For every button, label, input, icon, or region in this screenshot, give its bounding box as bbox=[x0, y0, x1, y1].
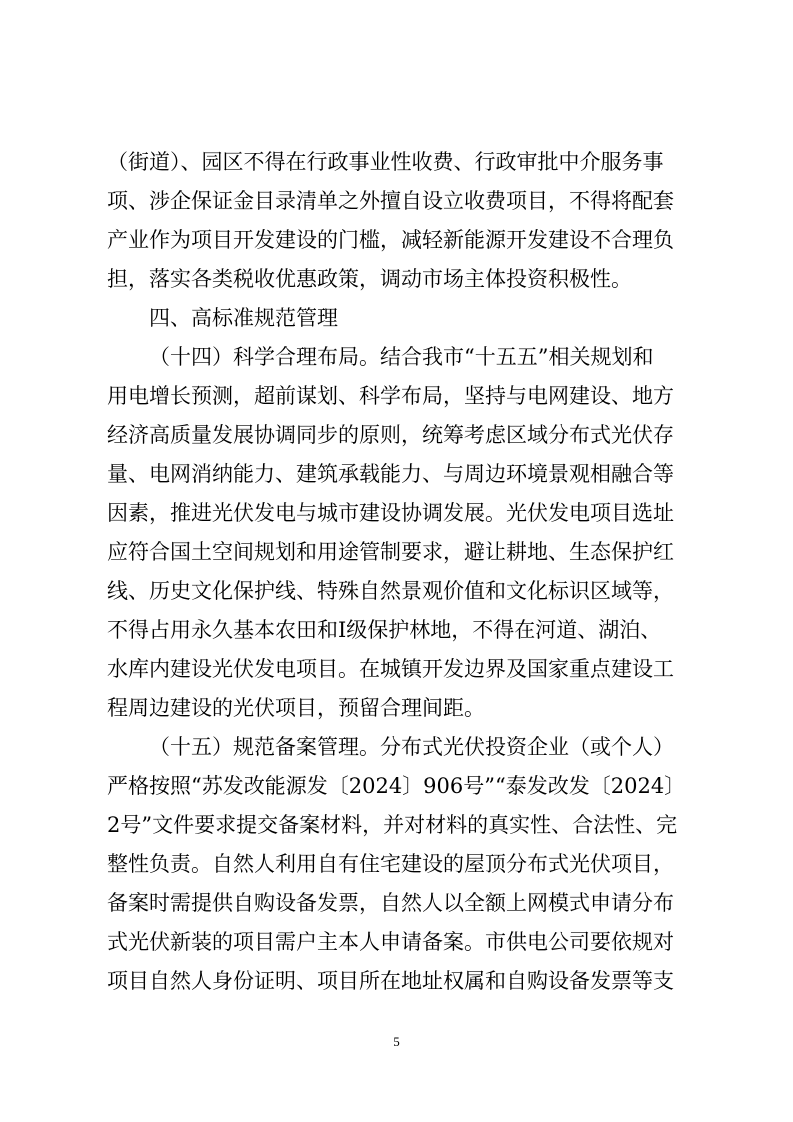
text-line: 程周边建设的光伏项目，预留合理间距。 bbox=[107, 696, 485, 720]
text-line: 备案时需提供自购设备发票，自然人以全额上网模式申请分布 bbox=[107, 891, 674, 915]
page-number: 5 bbox=[393, 1034, 400, 1049]
text-line: 担，落实各类税收优惠政策，调动市场主体投资积极性。 bbox=[107, 267, 632, 291]
text-line: 式光伏新装的项目需户主本人申请备案。市供电公司要依规对 bbox=[107, 930, 674, 954]
text-line: 线、历史文化保护线、特殊自然景观价值和文化标识区域等， bbox=[107, 579, 674, 603]
text-line: 产业作为项目开发建设的门槛，减轻新能源开发建设不合理负 bbox=[107, 228, 674, 252]
paragraph-start-line: （十四）科学合理布局。结合我市“十五五”相关规划和 bbox=[149, 345, 654, 369]
section-heading: 四、高标准规范管理 bbox=[149, 306, 338, 330]
text-line: 项目自然人身份证明、项目所在地址权属和自购设备发票等支 bbox=[107, 969, 674, 993]
text-line: 严格按照“苏发改能源发〔2024〕906号”“泰发改发〔2024〕 bbox=[107, 774, 686, 798]
text-line: 不得占用永久基本农田和Ⅰ级保护林地，不得在河道、湖泊、 bbox=[107, 618, 662, 642]
text-line: 经济高质量发展协调同步的原则，统筹考虑区域分布式光伏存 bbox=[107, 423, 674, 447]
text-line: 用电增长预测，超前谋划、科学布局，坚持与电网建设、地方 bbox=[107, 384, 674, 408]
text-line: 2号”文件要求提交备案材料，并对材料的真实性、合法性、完 bbox=[107, 813, 678, 837]
text-line: （街道）、园区不得在行政事业性收费、行政审批中介服务事 bbox=[107, 150, 664, 174]
text-line: 量、电网消纳能力、建筑承载能力、与周边环境景观相融合等 bbox=[107, 462, 674, 486]
document-body bbox=[107, 143, 689, 1001]
text-line: 应符合国土空间规划和用途管制要求，避让耕地、生态保护红 bbox=[107, 540, 674, 564]
text-line: 因素，推进光伏发电与城市建设协调发展。光伏发电项目选址 bbox=[107, 501, 674, 525]
text-line: 水库内建设光伏发电项目。在城镇开发边界及国家重点建设工 bbox=[107, 657, 674, 681]
text-line: 整性负责。自然人利用自有住宅建设的屋顶分布式光伏项目， bbox=[107, 852, 674, 876]
text-line: 项、涉企保证金目录清单之外擅自设立收费项目，不得将配套 bbox=[107, 189, 674, 213]
paragraph-start-line: （十五）规范备案管理。分布式光伏投资企业（或个人） bbox=[149, 735, 674, 759]
